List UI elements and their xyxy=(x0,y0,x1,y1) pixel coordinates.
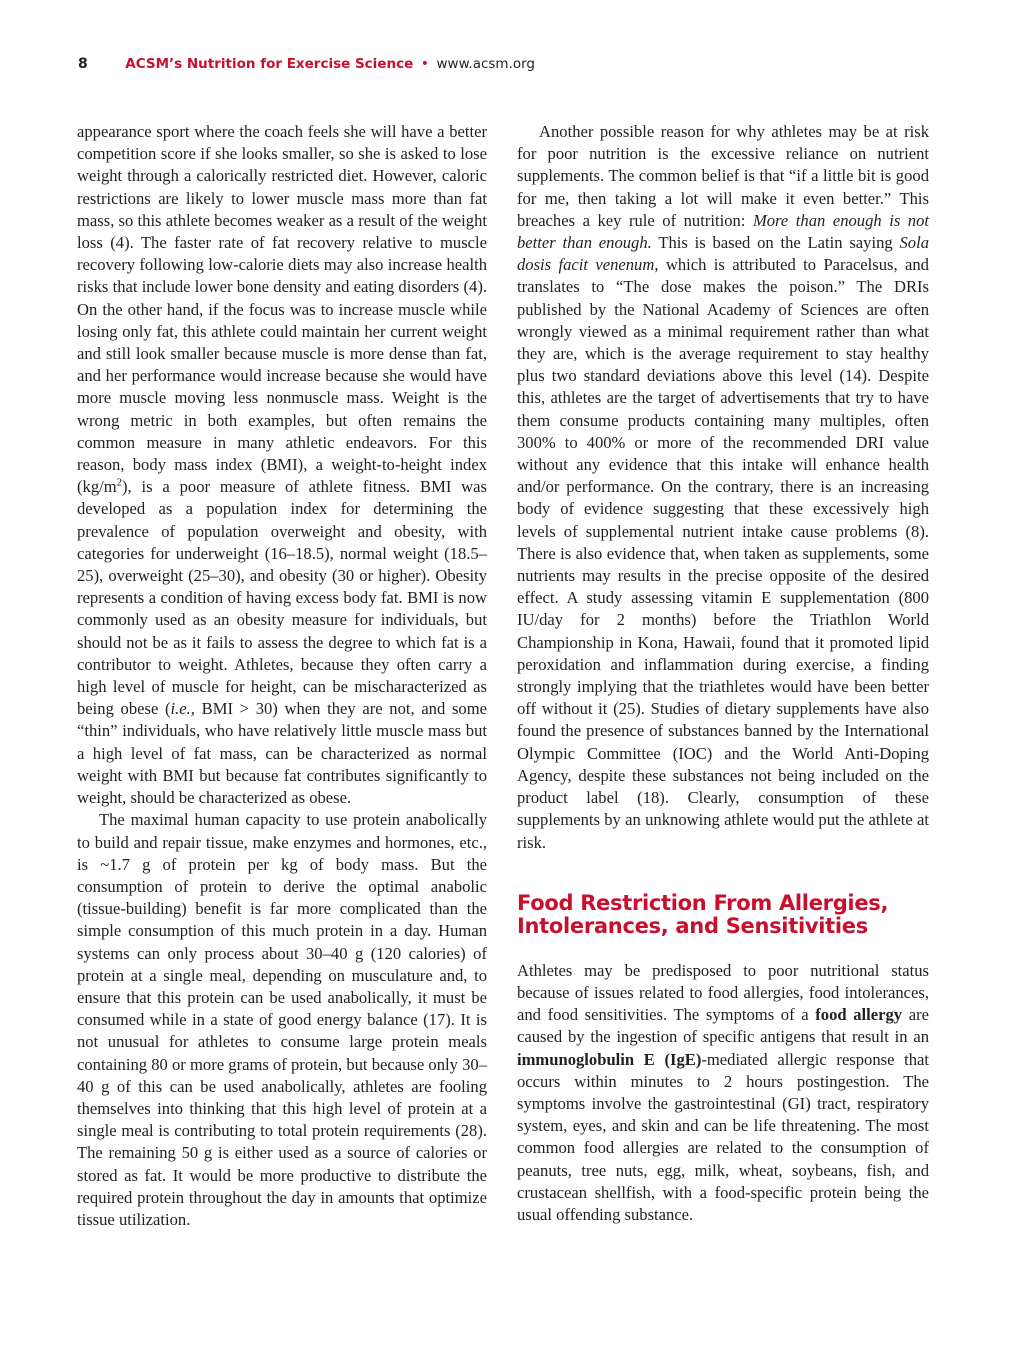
italic-run: Sola dosis facit venenum xyxy=(517,233,929,275)
text-run: This is based on the Latin saying xyxy=(651,233,900,253)
text-run: Athletes may be predisposed to poor nutritional status because of issues related to food allergies, food intolerances, and food sensitivities. The symptoms of a xyxy=(517,960,929,1025)
book-title: ACSM’s Nutrition for Exercise Science xyxy=(125,56,414,72)
left-column xyxy=(77,121,487,1231)
text-run: Another possible reason for why athletes may be at risk for poor nutrition is the excessive reliance on nutrient supplements. The common belief is that “if a little bit is good for me, then taking a lot will make it even better.” This breaches a key rule of nutrition: xyxy=(517,122,929,230)
right-column xyxy=(517,121,929,1226)
section-heading: Food Restriction From Allergies, Intolerances, and Sensitivities xyxy=(517,890,889,938)
superscript: 2 xyxy=(116,476,123,489)
text-run: are caused by the ingestion of specific antigens that result in an xyxy=(517,1005,929,1047)
right-paragraph-2 xyxy=(517,960,929,1226)
text-run: ), is a poor measure of athlete fitness. BMI was developed as a population index for determining the prevalence of population overweight and obesity, with categories for underweight (16–18.5), normal weight (18.5–25), overweight (25–30), and obesity (30 or higher). Obesity represents a condition of having excess body fat. BMI is now commonly used as an obesity measure for individuals, but should not be as it fails to assess the degree to which fat is a contributor to weight. Athletes, because they often carry a high level of muscle for height, can be mischaracterized as being obese ( xyxy=(77,477,487,719)
page-number: 8 xyxy=(78,56,88,72)
text-run: -mediated allergic response that occurs within minutes to 2 hours postingestion. The symptoms involve the gastrointestinal (GI) tract, respiratory system, eyes, and skin and can be life threatening. The most common food allergies are related to the consumption of peanuts, tree nuts, egg, milk, wheat, soybeans, fish, and crustacean shellfish, with a food-specific protein being the usual offending substance. xyxy=(517,1049,929,1224)
text-run: , which is attributed to Paracelsus, and translates to “The dose makes the poison.” The DRIs published by the National Academy of Sciences are often wrongly viewed as a minimal requirement rather than what they are, which is the average requirement to stay healthy plus two standard deviations above this level (14). Despite this, athletes are the target of advertisements that try to have them consume products containing many multiples, often 300% to 400% or more of the recommended DRI value without any evidence that this intake will enhance health and/or performance. On the contrary, there is an increasing body of evidence suggesting that these excessively high levels of supplemental nutrient intake cause problems (8). There is also evidence that, when taken as supplements, some nutrients may results in the precise opposite of the desired effect. A study assessing vitamin E supplementation (800 IU/day for 2 months) before the Triathlon World Championship in Kona, Hawaii, found that it promoted lipid peroxidation and inflammation during exercise, a finding strongly implying that the triathletes would have been better off without it (25). Studies of dietary supplements have also found the presence of substances banned by the International Olympic Committee (IOC) and the World Anti-Doping Agency, despite these substances not being included on the product label (18). Clearly, consumption of these supplements by an unknowing athlete would put the athlete at risk. xyxy=(517,255,929,852)
left-paragraph-2: The maximal human capacity to use protein anabolically to build and repair tissue, make enzymes and hormones, etc., is ~1.7 g of protein per kg of body mass. But the consumption of protein to derive the optimal anabolic (tissue-building) benefit is far more complicated than the simple consumption of this much protein in a day. Human systems can only process about 30–40 g (120 calories) of protein at a single meal, depending on musculature and, to ensure that this protein can be used anabolically, it must be consumed while in a state of good energy balance (17). It is not unusual for athletes to consume large protein meals containing 80 or more grams of protein, but because only 30–40 g of this can be used anabolically, athletes are fooling themselves into thinking that this high level of protein at a single meal is contributing to total protein requirements (28). The remaining 50 g is either used as a source of calories or stored as fat. It would be more productive to distribute the required protein throughout the day in amounts that optimize tissue utilization. xyxy=(77,810,487,1229)
left-paragraph-1 xyxy=(77,121,487,809)
bold-term: immunoglobulin E (IgE) xyxy=(517,1049,702,1069)
running-header xyxy=(78,56,535,73)
header-separator: • xyxy=(420,56,430,72)
bold-term: food allergy xyxy=(815,1005,903,1025)
italic-run: i.e., xyxy=(170,699,195,719)
text-run: BMI > 30) when they are not, and some “thin” individuals, who have relatively little muscle mass but a high level of fat mass, can be characterized as normal weight with BMI but because fat contributes significantly to weight, should be characterized as obese. xyxy=(77,699,487,808)
right-paragraph-1 xyxy=(517,121,929,854)
website-url: www.acsm.org xyxy=(436,56,536,72)
italic-run: More than enough is not better than enough. xyxy=(517,210,930,253)
text-run: appearance sport where the coach feels she will have a better competition score if she looks smaller, so she is asked to lose weight through a calorically restricted diet. However, caloric restrictions are likely to lower muscle mass more than fat mass, so this athlete becomes weaker as a result of the weight loss (4). The faster rate of fat recovery relative to muscle recovery following low-calorie diets may also increase health risks that include lower bone density and eating disorders (4). On the other hand, if the focus was to increase muscle while losing only fat, this athlete could maintain her current weight and still look smaller because muscle is more dense than fat, and her performance would increase because she would have more muscle moving less nonmuscle mass. Weight is the wrong metric in both examples, but often remains the common measure in many athletic endeavors. For this reason, body mass index (BMI), a weight-to-height index (kg/m xyxy=(77,122,487,497)
